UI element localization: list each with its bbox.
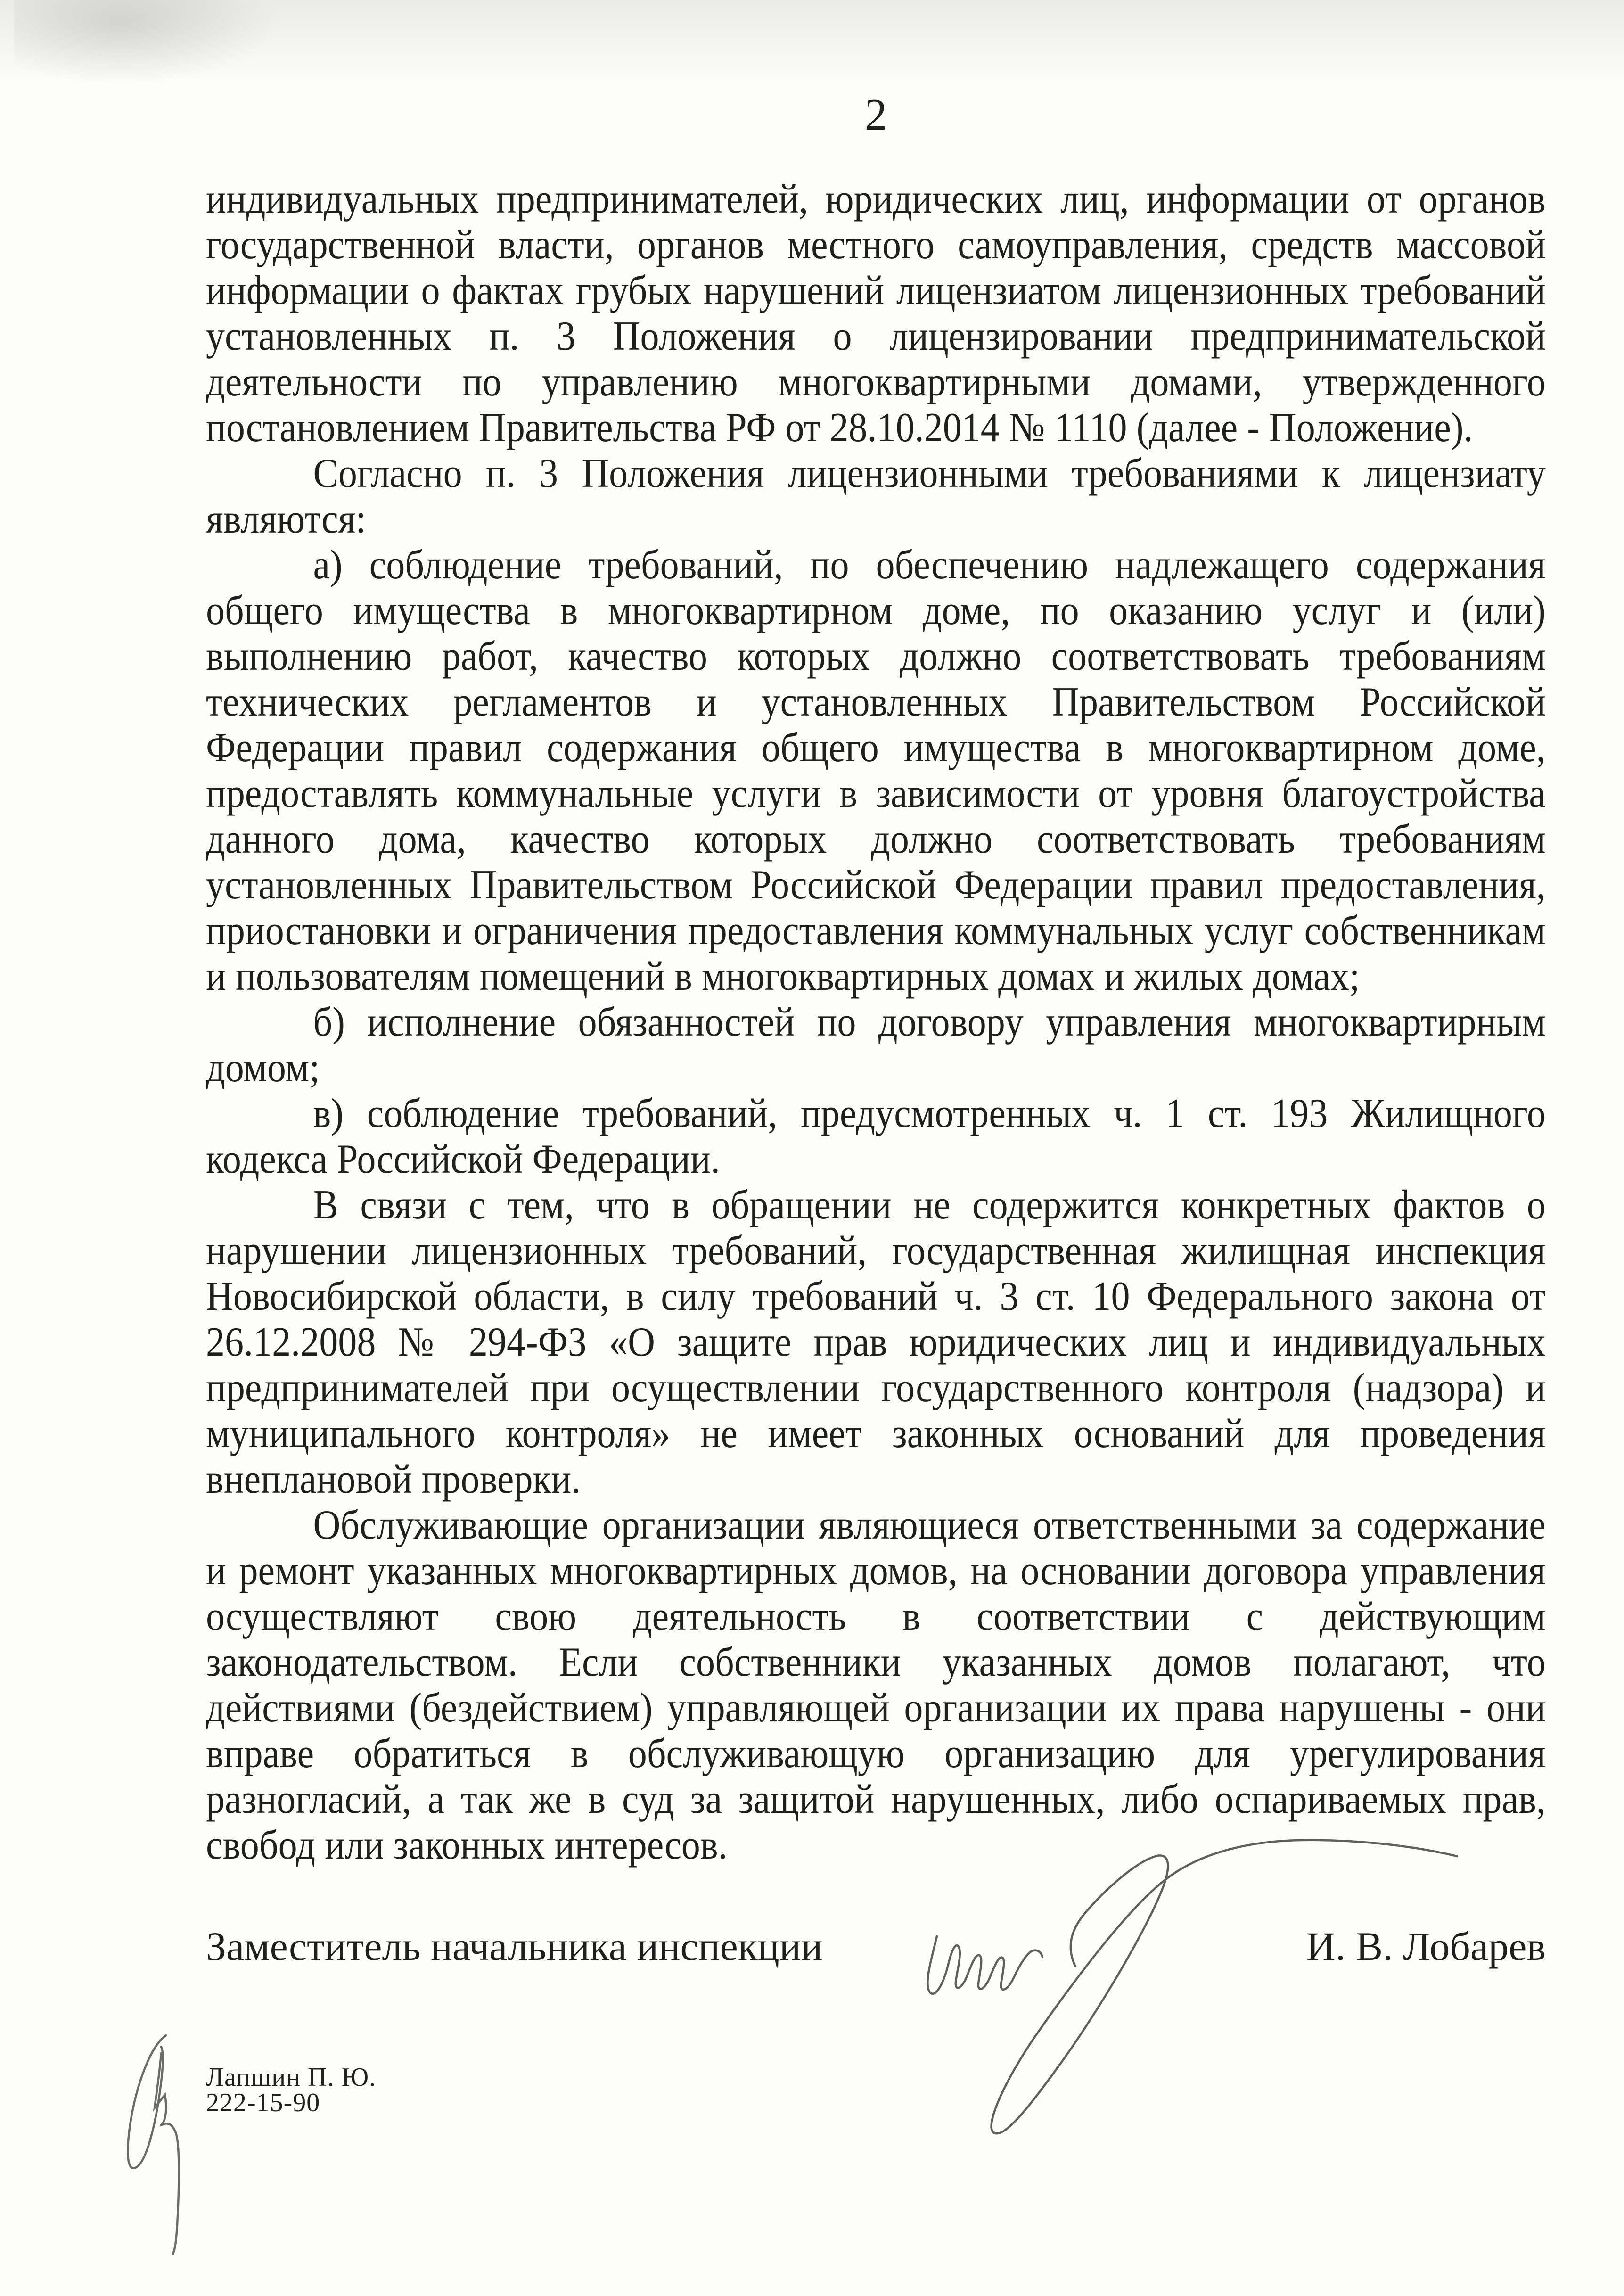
text-line: действиями (бездействием) управляющей организации их права нарушены - они (206, 1685, 1546, 1731)
text-line: и пользователям помещений в многоквартирных домах и жилых домах; (206, 954, 1360, 999)
text-line: Федерации правил содержания общего имущества в многоквартирном доме, (206, 725, 1546, 771)
text-line: информации о фактах грубых нарушений лицензиатом лицензионных требований (206, 268, 1546, 313)
text-line: осуществляют свою деятельность в соответствии с действующим (206, 1594, 1546, 1639)
executor-block (206, 2065, 376, 2115)
text-line: в) соблюдение требований, предусмотренных ч. 1 ст. 193 Жилищного (313, 1091, 1546, 1136)
text-line: являются: (206, 496, 366, 542)
text-line: установленных п. 3 Положения о лицензировании предпринимательской (206, 313, 1546, 359)
page-number: 2 (864, 90, 887, 140)
text-line: государственной власти, органов местного самоуправления, средств массовой (206, 222, 1546, 268)
text-line: а) соблюдение требований, по обеспечению надлежащего содержания (313, 542, 1546, 588)
signature-row (206, 1925, 1546, 1968)
text-line: В связи с тем, что в обращении не содержится конкретных фактов о (313, 1182, 1546, 1228)
text-line: кодекса Российской Федерации. (206, 1136, 720, 1182)
text-line: приостановки и ограничения предоставления коммунальных услуг собственникам (206, 908, 1546, 954)
text-line: предоставлять коммунальные услуги в зависимости от уровня благоустройства (206, 771, 1546, 816)
text-line: разногласий, а так же в суд за защитой нарушенных, либо оспариваемых прав, (206, 1777, 1546, 1822)
text-line: домом; (206, 1045, 320, 1091)
signature-flourish-icon (914, 1823, 1470, 2158)
paragraph (206, 176, 1546, 451)
text-line: внеплановой проверки. (206, 1457, 581, 1502)
text-line: 26.12.2008 № 294-ФЗ «О защите прав юридических лиц и индивидуальных (206, 1319, 1546, 1365)
signer-name: И. В. Лобарев (1306, 1924, 1546, 1969)
text-line: муниципального контроля» не имеет законных оснований для проведения (206, 1411, 1546, 1457)
text-line: технических регламентов и установленных Правительством Российской (206, 679, 1546, 725)
text-line: данного дома, качество которых должно соответствовать требованиям (206, 816, 1546, 862)
paragraph (206, 1091, 1546, 1182)
paragraph (206, 542, 1546, 999)
paragraph (206, 999, 1546, 1091)
text-line: выполнению работ, качество которых должно соответствовать требованиям (206, 634, 1546, 679)
text-line: и ремонт указанных многоквартирных домов, на основании договора управления (206, 1548, 1546, 1594)
text-line: Обслуживающие организации являющиеся ответственными за содержание (313, 1502, 1546, 1548)
paragraph (206, 451, 1546, 542)
text-line: нарушении лицензионных требований, государственная жилищная инспекция (206, 1228, 1546, 1274)
paragraph (206, 1182, 1546, 1502)
executor-name: Лапшин П. Ю. (206, 2063, 377, 2092)
text-line: индивидуальных предпринимателей, юридических лиц, информации от органов (206, 176, 1546, 222)
text-line: постановлением Правительства РФ от 28.10.2014 № 1110 (далее - Положение). (206, 405, 1473, 451)
text-line: Согласно п. 3 Положения лицензионными требованиями к лицензиату (313, 451, 1546, 496)
text-line: Новосибирской области, в силу требований ч. 3 ст. 10 Федерального закона от (206, 1274, 1546, 1319)
text-line: вправе обратиться в обслуживающую организацию для урегулирования (206, 1731, 1546, 1777)
signer-position-label: Заместитель начальника инспекции (206, 1924, 823, 1969)
text-line: свобод или законных интересов. (206, 1822, 728, 1868)
executor-phone: 222-15-90 (206, 2088, 320, 2117)
text-line: законодательством. Если собственники указанных домов полагают, что (206, 1639, 1546, 1685)
text-line: общего имущества в многоквартирном доме, по оказанию услуг и (или) (206, 588, 1546, 634)
executor-scribble-icon (119, 2023, 189, 2256)
text-line: деятельности по управлению многоквартирными домами, утвержденного (206, 359, 1546, 405)
document-body (206, 176, 1546, 1868)
scan-smudge (14, 0, 278, 85)
text-line: установленных Правительством Российской Федерации правил предоставления, (206, 862, 1546, 908)
paragraph (206, 1502, 1546, 1868)
text-line: б) исполнение обязанностей по договору управления многоквартирным (313, 999, 1546, 1045)
scan-shading (0, 0, 1624, 80)
text-line: предпринимателей при осуществлении государственного контроля (надзора) и (206, 1365, 1546, 1411)
